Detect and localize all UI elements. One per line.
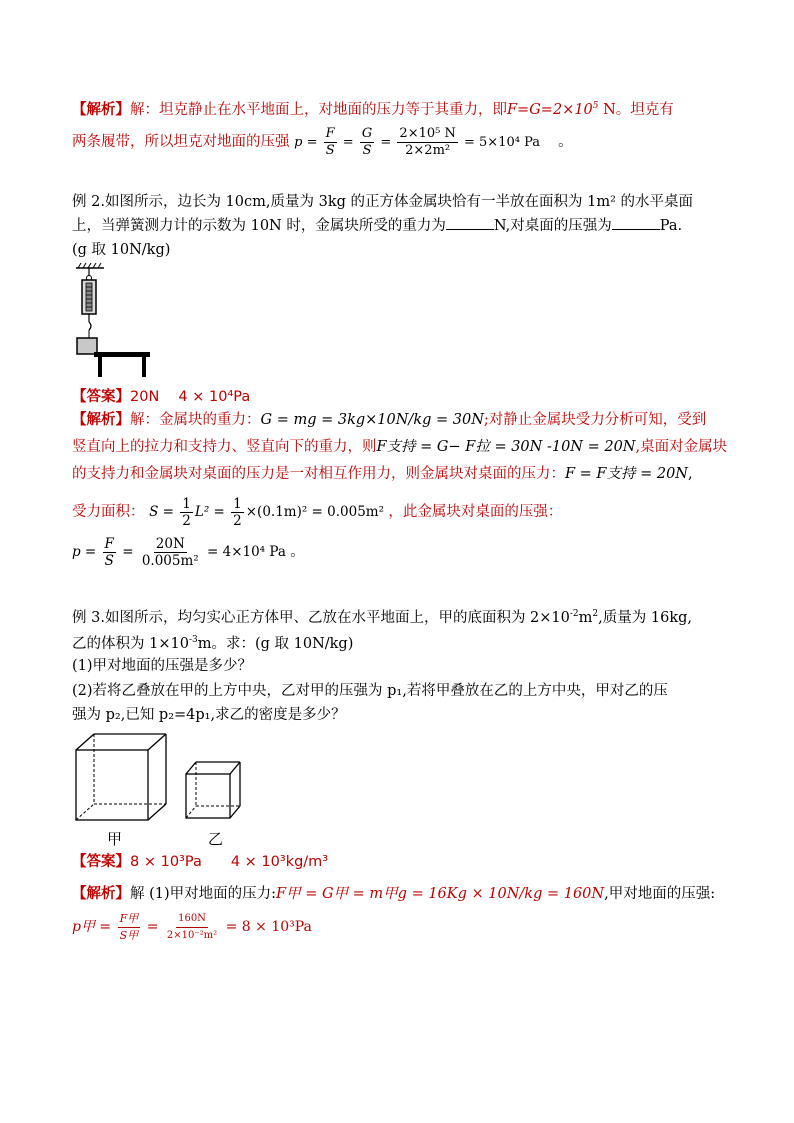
ex2-answer xyxy=(72,387,250,407)
jiexi-text: 解：坦克静止在水平地面上，对地面的压力等于其重力，即 xyxy=(130,101,507,118)
answer-text: 8 × 10³Pa 4 × 10³kg/m³ xyxy=(130,854,329,870)
formula-f-g: $F=G=2\times 10^5$ xyxy=(507,101,599,118)
period: 。 xyxy=(558,134,573,150)
formula-pressure: p = $\frac{F}{S}$ = $\frac{20N}{\text{0.005m²}}$ = 4×10⁴ Pa xyxy=(72,536,286,569)
cube-yi xyxy=(186,762,240,818)
ex2-jiexi-line4: 受力面积： S = $\frac{1}{2}$ L² = $\frac{1}{2}$ ×(0.1m)² = 0.005m² ，此金属块对桌面的压强： xyxy=(72,496,563,529)
cube-jia xyxy=(76,734,166,820)
ex2-jiexi-line1: 【解析】解：金属块的重力：G = mg = 3kg×10N/kg = 30N;对静止金属块受力分析可知，受到 xyxy=(72,411,707,428)
ex2-question-line3: (g 取 10N/kg) xyxy=(72,242,171,258)
jiexi-tag: 【解析】 xyxy=(72,411,130,428)
ex3-answer xyxy=(72,852,328,872)
label-jia: 甲 xyxy=(107,830,123,848)
ex2-jiexi-line2: 竖直向上的拉力和支持力、竖直向下的重力，则F支持 = G− F拉 = 30N -10N = 20N,桌面对金属块 xyxy=(72,439,728,455)
label-yi: 乙 xyxy=(208,830,224,848)
ex3-question-part1: (1)甲对地面的压强是多少？ xyxy=(72,658,253,674)
jiexi-text: 两条履带，所以坦克对地面的压强 xyxy=(72,134,290,150)
ex1-jiexi-line2 xyxy=(72,124,573,161)
formula-support: F支持 = G− F拉 = 30N -10N = 20N xyxy=(376,439,636,455)
ex3-question-line1: 例 3.如图所示，均匀实心正方体甲、乙放在水平地面上，甲的底面积为 $2\times 10^{-2}m^2$,质量为 16kg, xyxy=(72,609,693,626)
ex2-question-line2: 上，当弹簧测力计的示数为 10N 时，金属块所受的重力为 N,对桌面的压强为 Pa. xyxy=(72,218,683,234)
formula-force: F = F支持 = 20N xyxy=(565,466,688,482)
jiexi-tag: 【解析】 xyxy=(72,885,130,902)
formula-force-jia: F甲 = G甲 = m甲g = 16Kg × 10N/kg = 160N xyxy=(276,886,605,902)
jiexi-text-end: N。坦克有 xyxy=(598,101,674,118)
answer-tag: 【答案】 xyxy=(72,388,130,405)
ex2-question-line1: 例 2.如图所示，边长为 10cm,质量为 3kg 的正方体金属块恰有一半放在面积为 1m² 的水平桌面 xyxy=(72,194,693,210)
ex3-question-line2: 乙的体积为 $1\times 10^{-3}m$。求：(g 取 10N/kg) xyxy=(72,635,354,652)
ex3-jiexi-line1: 【解析】解 (1)甲对地面的压力:F甲 = G甲 = m甲g = 16Kg × 10N/kg = 160N,甲对地面的压强: xyxy=(72,885,716,902)
cubes-figure xyxy=(72,730,252,825)
answer-blank xyxy=(612,217,660,230)
ex2-jiexi-line5: p = $\frac{F}{S}$ = $\frac{20N}{\text{0.005m²}}$ = 4×10⁴ Pa 。 xyxy=(72,536,305,569)
answer-text: 20N 4 × 10⁴Pa xyxy=(130,389,251,405)
ex2-jiexi-line3: 的支持力和金属块对桌面的压力是一对相互作用力，则金属块对桌面的压力：F = F支持 = 20N, xyxy=(72,466,693,482)
ex3-question-part2-line2: 强为 p₂,已知 p₂=4p₁,求乙的密度是多少？ xyxy=(72,707,346,723)
spring-scale-figure xyxy=(72,262,154,380)
formula-gravity: G = mg = 3kg×10N/kg = 30N xyxy=(260,412,484,428)
answer-tag: 【答案】 xyxy=(72,853,130,870)
formula-pressure: p = $\frac{F}{S}$ = $\frac{G}{S}$ = $\frac{\text{2×10⁵ N}}{\text{2×2m²}}$ = 5×10⁴ Pa xyxy=(294,126,540,158)
jiexi-tag: 【解析】 xyxy=(72,100,130,118)
formula-pressure-jia: p甲 = $\frac{\text{F甲}}{\text{S甲}}$ = $\frac{160N}{\text{2×10⁻²m²}}$ = 8 × 10³Pa xyxy=(72,911,312,942)
ex1-jiexi-line1 xyxy=(72,96,674,120)
formula-area: S = $\frac{1}{2}$ L² = $\frac{1}{2}$ ×(0.1m)² = 0.005m² xyxy=(149,496,385,529)
ex3-question-part2-line1: (2)若将乙叠放在甲的上方中央，乙对甲的压强为 p₁,若将甲叠放在乙的上方中央，甲对乙的压 xyxy=(72,683,668,699)
answer-blank xyxy=(446,217,494,230)
ex3-jiexi-line2 xyxy=(72,908,312,946)
